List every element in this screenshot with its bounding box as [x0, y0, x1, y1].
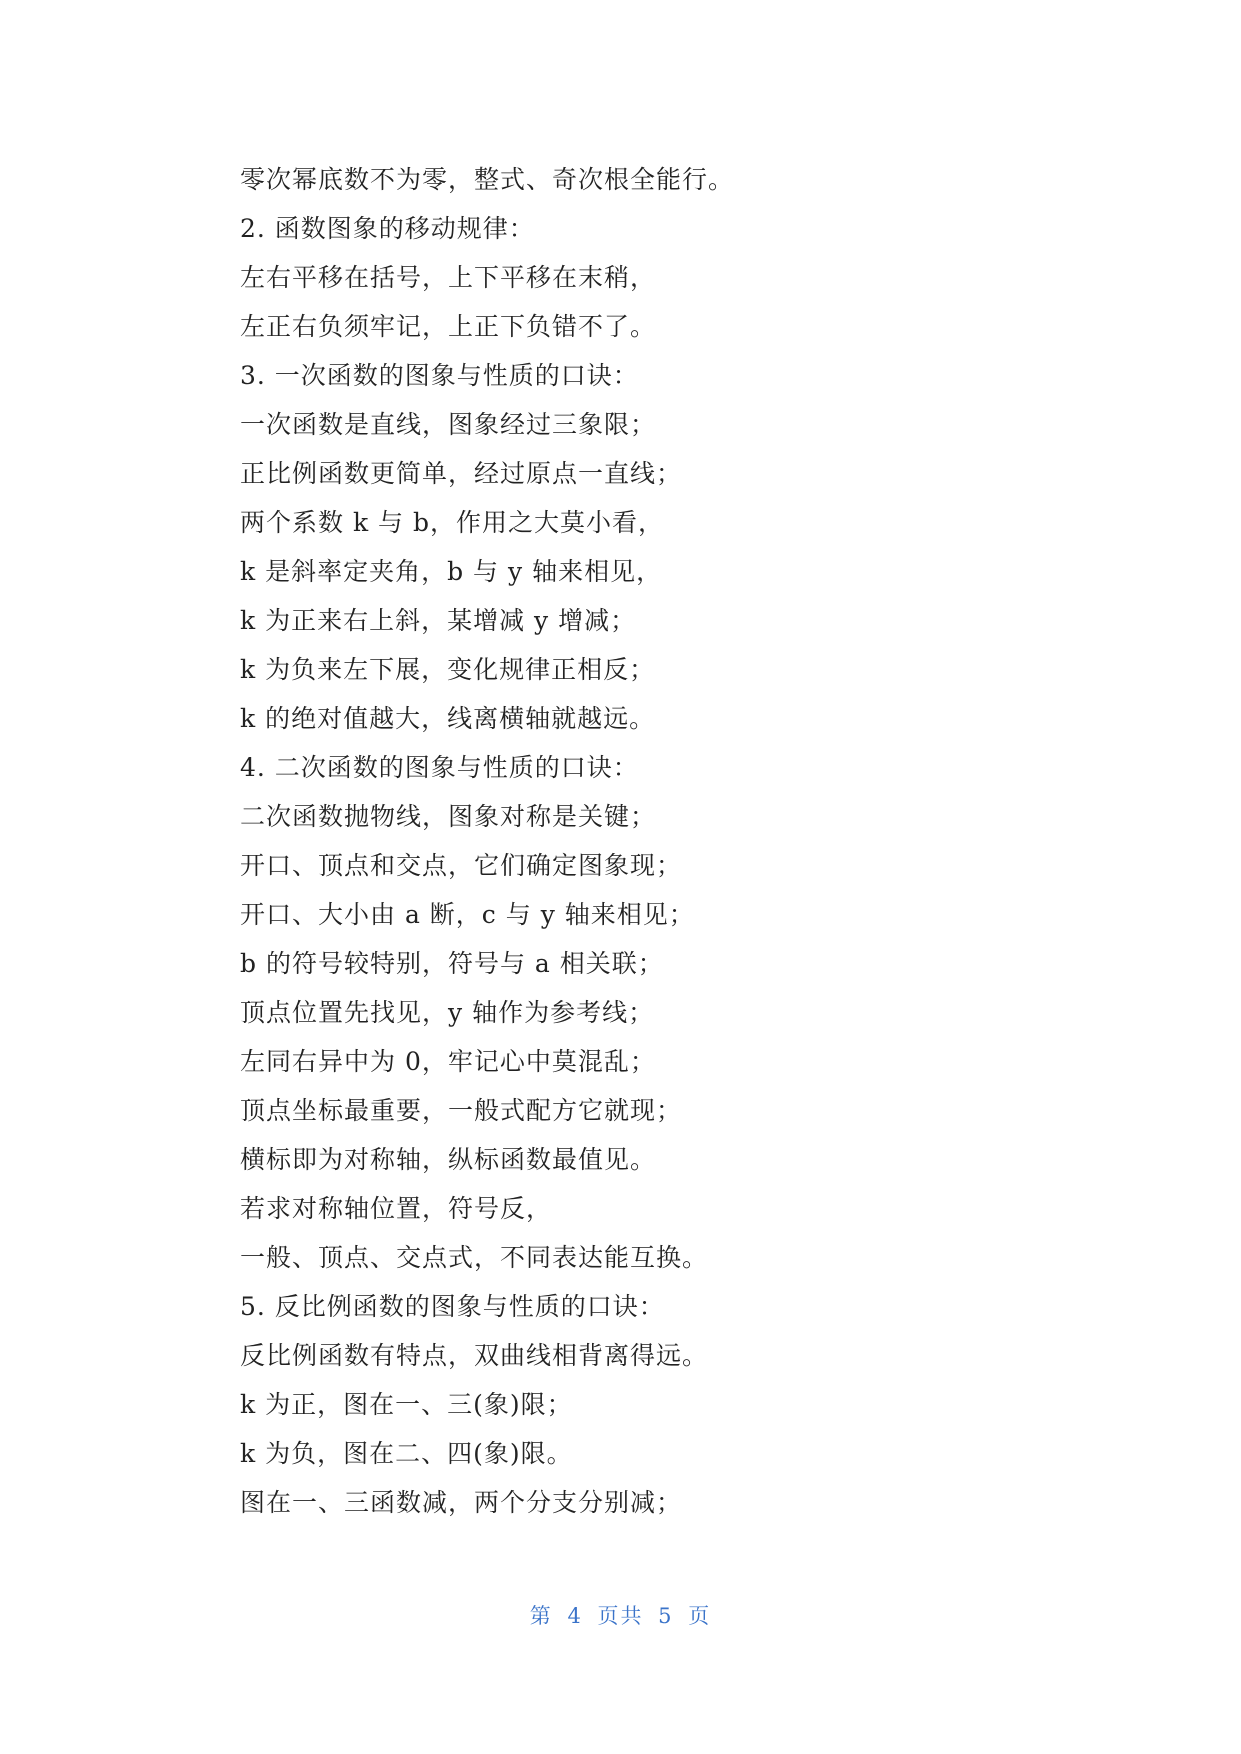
text-line: 正比例函数更简单，经过原点一直线； [240, 459, 683, 488]
text-line: k 为正来右上斜，某增减 y 增减； [240, 606, 637, 635]
document-body [240, 155, 1040, 1527]
section-heading: 2. 函数图象的移动规律： [240, 214, 535, 243]
text-line: 横标即为对称轴，纵标函数最值见。 [240, 1145, 657, 1174]
text-line: 若求对称轴位置，符号反， [240, 1194, 553, 1223]
text-line: k 为负，图在二、四(象)限。 [240, 1439, 573, 1468]
section-heading: 4. 二次函数的图象与性质的口诀： [240, 753, 639, 782]
text-line: k 的绝对值越大，线离横轴就越远。 [240, 704, 656, 733]
text-line: 图在一、三函数减，两个分支分别减； [240, 1488, 683, 1517]
text-line: 左同右异中为 0，牢记心中莫混乱； [240, 1047, 656, 1076]
text-line: k 为正，图在一、三(象)限； [240, 1390, 573, 1419]
page-number-label: 第 4 页共 5 页 [529, 1604, 712, 1628]
text-line: 两个系数 k 与 b，作用之大莫小看， [240, 508, 664, 537]
text-line: 开口、顶点和交点，它们确定图象现； [240, 851, 683, 880]
text-line: 左正右负须牢记，上正下负错不了。 [240, 312, 657, 341]
text-line: k 是斜率定夹角，b 与 y 轴来相见， [240, 557, 663, 586]
text-line: 一次函数是直线，图象经过三象限； [240, 410, 657, 439]
text-line: 反比例函数有特点，双曲线相背离得远。 [240, 1341, 709, 1370]
text-line: 左右平移在括号，上下平移在末稍， [240, 263, 657, 292]
text-line: 顶点位置先找见，y 轴作为参考线； [240, 998, 655, 1027]
text-line: 开口、大小由 a 断，c 与 y 轴来相见； [240, 900, 695, 929]
text-line: k 为负来左下展，变化规律正相反； [240, 655, 656, 684]
text-line: 二次函数抛物线，图象对称是关键； [240, 802, 657, 831]
text-line: 顶点坐标最重要，一般式配方它就现； [240, 1096, 683, 1125]
page-footer [0, 1600, 1241, 1630]
text-line: 零次幂底数不为零，整式、奇次根全能行。 [240, 165, 735, 194]
section-heading: 3. 一次函数的图象与性质的口诀： [240, 361, 639, 390]
text-line: 一般、顶点、交点式，不同表达能互换。 [240, 1243, 709, 1272]
section-heading: 5. 反比例函数的图象与性质的口诀： [240, 1292, 665, 1321]
text-line: b 的符号较特别，符号与 a 相关联； [240, 949, 664, 978]
